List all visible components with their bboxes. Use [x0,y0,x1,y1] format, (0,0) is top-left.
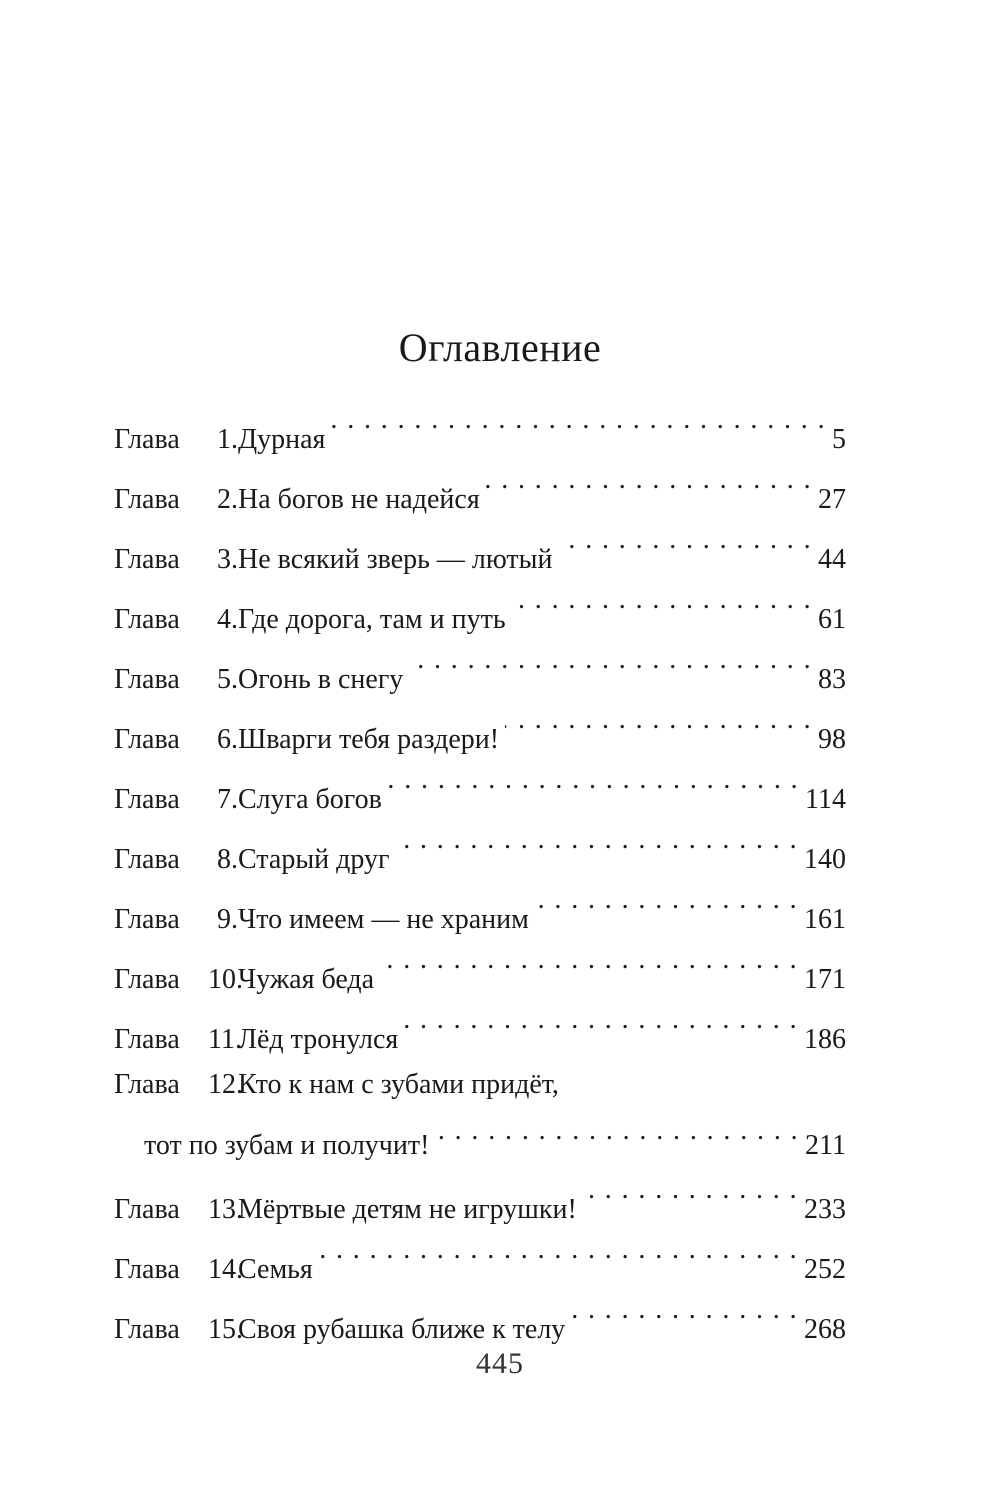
toc-entry-1[interactable] [114,392,846,455]
chapter-title: Слуга богов [238,784,382,815]
chapter-number: 10. [208,964,243,995]
chapter-number: 14. [208,1254,243,1285]
page-number: 252 [804,1254,846,1285]
page-number: 268 [804,1314,846,1345]
chapter-label: Глава [114,1254,180,1285]
toc-entry-5[interactable] [114,632,846,695]
chapter-title: Что имеем — не храним [238,904,529,935]
dot-leader [404,992,798,1048]
chapter-title: Кто к нам с зубами придёт, [238,1069,559,1100]
chapter-number: 7. [217,784,238,815]
chapter-title: Семья [238,1254,313,1285]
chapter-label: Глава [114,1069,180,1100]
chapter-label: Глава [114,604,180,635]
toc-entry-8[interactable] [114,812,846,875]
page-number: 98 [818,724,846,755]
toc-entry-11[interactable] [114,992,846,1055]
chapter-label: Глава [114,844,180,875]
dot-leader [486,452,812,508]
chapter-label: Глава [114,1024,180,1055]
dot-leader [331,392,826,448]
chapter-label: Глава [114,904,180,935]
chapter-label: Глава [114,424,180,455]
chapter-title: Не всякий зверь — лютый [238,544,553,575]
chapter-label: Глава [114,1314,180,1345]
toc-entry-12[interactable] [114,1062,846,1162]
chapter-title: Мёртвые детям не игрушки! [238,1194,577,1225]
page-number: 233 [804,1194,846,1225]
chapter-number: 12. [208,1069,243,1100]
chapter-number: 15. [208,1314,243,1345]
chapter-title: Где дорога, там и путь [238,604,506,635]
chapter-number: 9. [217,904,238,935]
toc-entry-2[interactable] [114,452,846,515]
chapter-label: Глава [114,544,180,575]
chapter-number: 1. [217,424,238,455]
page-number: 186 [804,1024,846,1055]
chapter-label: Глава [114,484,180,515]
chapter-title: На богов не надейся [238,484,480,515]
page-number: 83 [818,664,846,695]
dot-leader [558,512,812,568]
page-number: 171 [804,964,846,995]
chapter-title: Дурная [238,424,326,455]
folio-page-number: 445 [476,1347,524,1380]
chapter-label: Глава [114,784,180,815]
chapter-number: 6. [217,724,238,755]
toc-entry-4[interactable] [114,572,846,635]
chapter-label: Глава [114,664,180,695]
toc-entry-14[interactable] [114,1222,846,1285]
toc-entry-15[interactable] [114,1282,846,1345]
chapter-number: 13. [208,1194,243,1225]
chapter-title: Огонь в снегу [238,664,404,695]
chapter-number: 3. [217,544,238,575]
chapter-title-continued: тот по зубам и получит! [144,1130,430,1161]
chapter-title: Лёд тронулся [238,1024,399,1055]
chapter-title: Шварги тебя раздери! [238,724,500,755]
chapter-number: 4. [217,604,238,635]
dot-leader [395,812,798,868]
table-of-contents [114,392,846,1345]
page-number: 161 [804,904,846,935]
chapter-number: 2. [217,484,238,515]
page-number: 61 [818,604,846,635]
dot-leader [435,1108,799,1154]
chapter-number: 11. [208,1024,242,1055]
toc-entry-13[interactable] [114,1162,846,1225]
dot-leader [571,1282,798,1338]
dot-leader [409,632,812,688]
page-number: 27 [818,484,846,515]
page-number: 44 [818,544,846,575]
toc-entry-9[interactable] [114,872,846,935]
chapter-label: Глава [114,1194,180,1225]
dot-leader [535,872,798,928]
dot-leader [319,1222,798,1278]
toc-entry-7[interactable] [114,752,846,815]
chapter-title: Своя рубашка ближе к телу [238,1314,566,1345]
dot-leader [512,572,812,628]
page-number: 5 [832,424,846,455]
page-number: 114 [805,784,846,815]
dot-leader [505,692,812,748]
toc-entry-10[interactable] [114,932,846,995]
dot-leader [388,752,799,808]
chapter-title: Старый друг [238,844,390,875]
dot-leader [583,1162,798,1218]
page-number: 140 [804,844,846,875]
chapter-title: Чужая беда [238,964,375,995]
chapter-number: 5. [217,664,238,695]
dot-leader [380,932,798,988]
chapter-number: 8. [217,844,238,875]
page-number: 211 [805,1130,846,1161]
toc-entry-3[interactable] [114,512,846,575]
chapter-label: Глава [114,724,180,755]
toc-entry-6[interactable] [114,692,846,755]
chapter-label: Глава [114,964,180,995]
page-title: Оглавление [398,325,602,370]
